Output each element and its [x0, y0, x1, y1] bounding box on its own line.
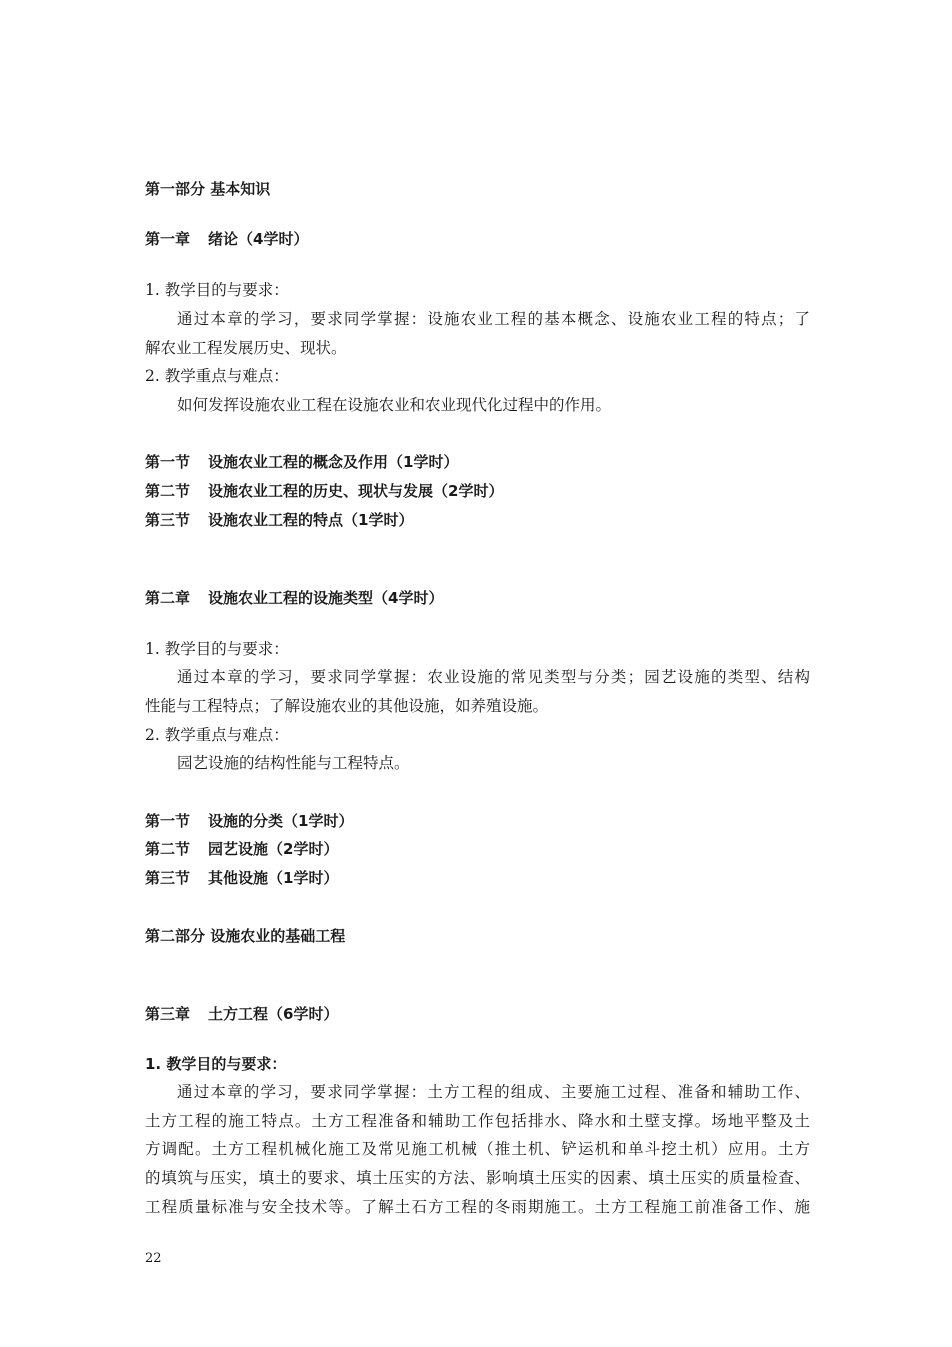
page-number: 22: [145, 1251, 162, 1266]
chapter-two-keypoints-heading: 2. 教学重点与难点：: [145, 726, 289, 744]
part-one-title: 第一部分 基本知识: [145, 180, 271, 198]
chapter-two-keypoints-line: 园艺设施的结构性能与工程特点。: [177, 754, 410, 772]
chapter-three-objectives-heading: 1. 教学目的与要求：: [145, 1055, 287, 1073]
chapter-one-objectives-line: 通过本章的学习，要求同学掌握：设施农业工程的基本概念、设施农业工程的特点；了: [177, 310, 810, 328]
chapter-two-title: 设施农业工程的设施类型（4学时）: [208, 589, 444, 607]
chapter-one-objectives-line: 解农业工程发展历史、现状。: [145, 339, 347, 357]
chapter-three-objectives-line: 方调配。土方工程机械化施工及常见施工机械（推土机、铲运机和单斗挖土机）应用。土方: [145, 1140, 810, 1158]
section-label: 第三节: [145, 869, 191, 887]
chapter-one-title: 绪论（4学时）: [208, 230, 309, 248]
chapter-one-keypoints-heading: 2. 教学重点与难点：: [145, 367, 289, 385]
chapter-two-section-3: [145, 868, 810, 888]
chapter-three-objectives-line: 工程质量标准与安全技术等。了解土石方工程的冬雨期施工。土方工程施工前准备工作、施: [145, 1198, 810, 1216]
section-title: 其他设施（1学时）: [208, 869, 339, 887]
chapter-two-section-2: [145, 839, 810, 859]
chapter-three-label: 第三章: [145, 1005, 191, 1023]
chapter-two-objectives-line: 通过本章的学习，要求同学掌握：农业设施的常见类型与分类；园艺设施的类型、结构: [177, 668, 810, 686]
section-title: 设施农业工程的概念及作用（1学时）: [208, 453, 459, 471]
section-label: 第一节: [145, 812, 191, 830]
chapter-three-objectives-line: 的填筑与压实，填土的要求、填土压实的方法、影响填土压实的因素、填土压实的质量检查、: [145, 1169, 810, 1187]
chapter-one-section-1: [145, 452, 810, 472]
chapter-three-objectives-line: 土方工程的施工特点。土方工程准备和辅助工作包括排水、降水和土壁支撑。场地平整及土: [145, 1112, 810, 1130]
chapter-one-heading: [145, 229, 810, 249]
section-label: 第二节: [145, 840, 191, 858]
section-title: 设施农业工程的特点（1学时）: [208, 511, 414, 529]
section-label: 第二节: [145, 482, 191, 500]
chapter-three-heading: [145, 1004, 810, 1024]
chapter-two-label: 第二章: [145, 589, 191, 607]
chapter-two-objectives-heading: 1. 教学目的与要求：: [145, 640, 289, 658]
chapter-two-heading: [145, 588, 810, 608]
section-title: 设施的分类（1学时）: [208, 812, 354, 830]
chapter-three-objectives-line: 通过本章的学习，要求同学掌握：土方工程的组成、主要施工过程、准备和辅助工作、: [177, 1083, 810, 1101]
section-label: 第一节: [145, 453, 191, 471]
chapter-three-title: 土方工程（6学时）: [208, 1005, 339, 1023]
chapter-one-objectives-heading: 1. 教学目的与要求：: [145, 281, 289, 299]
section-title: 设施农业工程的历史、现状与发展（2学时）: [208, 482, 504, 500]
section-label: 第三节: [145, 511, 191, 529]
chapter-one-keypoints-line: 如何发挥设施农业工程在设施农业和农业现代化过程中的作用。: [177, 396, 612, 414]
section-title: 园艺设施（2学时）: [208, 840, 339, 858]
chapter-two-objectives-line: 性能与工程特点；了解设施农业的其他设施，如养殖设施。: [145, 697, 549, 715]
part-two-title: 第二部分 设施农业的基础工程: [145, 927, 346, 945]
chapter-one-section-3: [145, 510, 810, 530]
chapter-one-label: 第一章: [145, 230, 191, 248]
chapter-one-section-2: [145, 481, 810, 501]
chapter-two-section-1: [145, 811, 810, 831]
